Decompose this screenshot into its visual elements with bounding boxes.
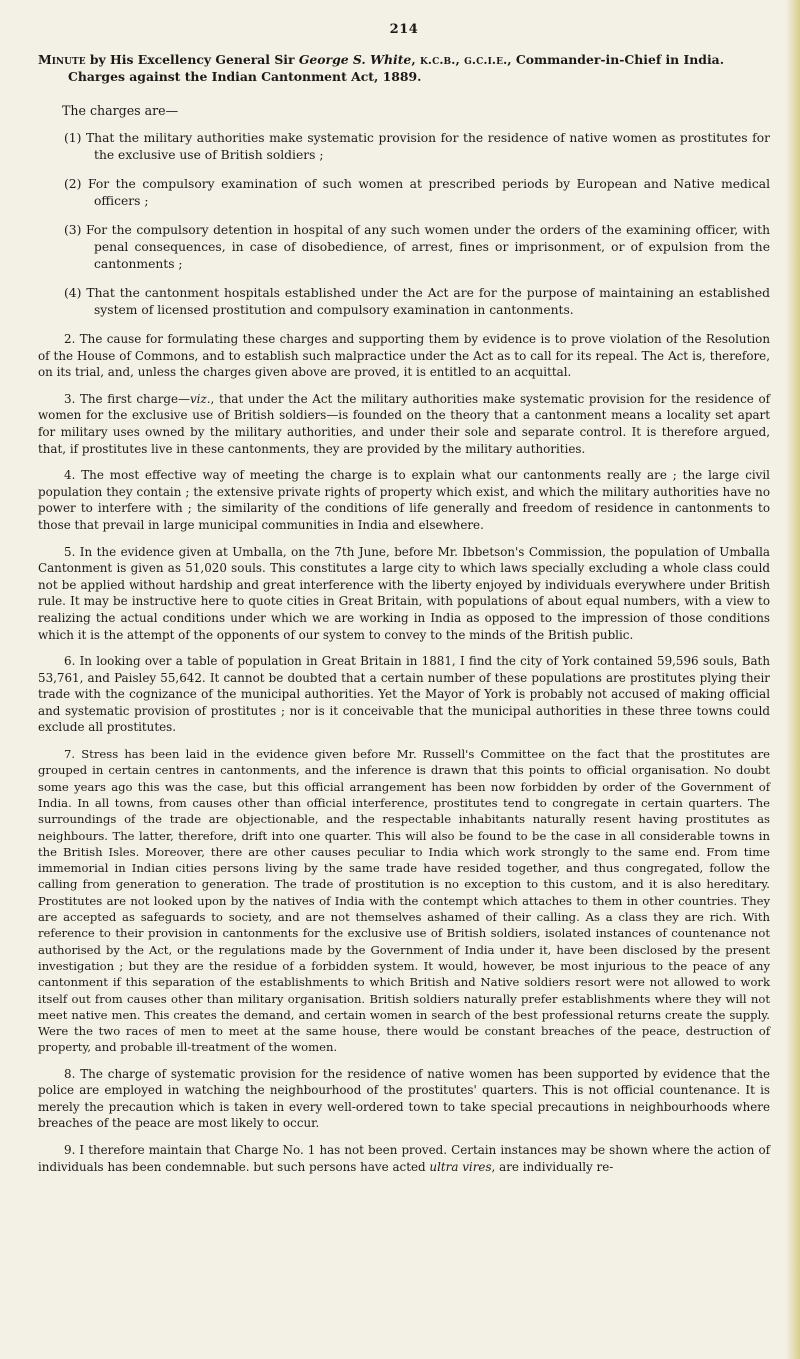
paragraph-3-rest: , that under the Act the military authorities make systematic provision for the residence of women for the exclusive use of British soldiers—is founded on the theory that a cantonment means a locality set apart for military uses owned by the military authorities, and under their sole and separate control. It is therefore argued, that, if prostitutes live in these cantonments, they are provided by the military authorities. (38, 391, 771, 456)
paragraph-9-start: 9. I therefore maintain that Charge No. 1 has not been proved. Certain instances may be shown where the action of individuals has been condemnable. but such persons have acted (38, 1143, 770, 1174)
paragraph-8: 8. The charge of systematic provision for the residence of native women has been supported by evidence that the police are employed in watching the neighbourhood of the prostitutes' quarters. This is not official countenance. It is merely the precaution which is taken in every well-ordered town to take special precautions in neighbourhoods where breaches of the peace are most likely to occur. (38, 1066, 770, 1131)
heading-minute: Minute (38, 52, 86, 67)
charge-number: (2) (64, 177, 82, 191)
charge-item (38, 222, 770, 273)
charge-text: That the military authorities make systematic provision for the residence of native women as prostitutes for the exclusive use of British soldiers ; (85, 131, 770, 162)
paragraph-9 (38, 1142, 770, 1175)
heading-by: by His Excellency General Sir (85, 52, 299, 67)
paragraph-3-viz: viz. (189, 391, 211, 406)
paragraph-7: 7. Stress has been laid in the evidence given before Mr. Russell's Committee on the fact that the prostitutes are grouped in certain centres in cantonments, and the inference is drawn that this points to official organisation. No doubt some years ago this was the case, but this official arrangement has been now forbidden by order of the Government of India. In all towns, from causes other than official interference, prostitutes tend to congregate in certain quarters. The surroundings of the trade are objectionable, and the respectable inhabitants naturally resent having prostitutes as neighbours. The latter, therefore, drift into one quarter. This will also be found to be the case in all considerable towns in the British Isles. Moreover, there are other causes peculiar to India which work strongly to the same end. From time immemorial in Indian cities persons living by the same trade have resided together, and thus congregated, follow the calling from generation to generation. The trade of prostitution is no exception to this custom, and it is also hereditary. Prostitutes are not looked upon by the natives of India with the contempt which attaches to them in other countries. They are accepted as safeguards to society, and are not themselves ashamed of their calling. As a class they are rich. With reference to their provision in cantonments for the exclusive use of British soldiers, isolated instances of countenance not authorised by the Act, or the regulations made by the Government of India under it, have been disclosed by the present investigation ; but they are the residue of a forbidden system. It would, however, be most injurious to the peace of any cantonment if this separation of the establishments to which British and Native soldiers resort were not allowed to work itself out from causes other than military organisation. British soldiers naturally prefer establishments where they will not meet native men. This creates the demand, and certain women in search of the best professional returns create the supply. Were the two races of men to meet at the same house, there would be constant breaches of the peace, destruction of property, and probable ill-treatment of the women. (38, 747, 770, 1055)
charges-list (38, 130, 770, 319)
charge-item (38, 130, 770, 164)
paragraph-3-start: 3. The first charge— (64, 391, 190, 406)
heading-name: George S. White (298, 52, 412, 67)
body-paragraphs (38, 331, 770, 1175)
heading-subtitle: Charges against the Indian Cantonment Act, 1889. (68, 69, 422, 84)
charge-text: That the cantonment hospitals established under the Act are for the purpose of maintaining an established system of licensed prostitution and compulsory examination in cantonments. (86, 286, 770, 317)
page-number: 214 (389, 22, 419, 37)
paragraph-5: 5. In the evidence given at Umballa, on the 7th June, before Mr. Ibbetson's Commission, the population of Umballa Cantonment is given as 51,020 souls. This constitutes a large city to which laws specially excluding a whole class could not be applied without hardship and great interference with the liberty enjoyed by individuals everywhere under British rule. It may be instructive here to quote cities in Great Britain, with populations of about equal numbers, with a view to realizing the actual conditions under which we are working in India as opposed to the impression of those conditions which it is the attempt of the opponents of our system to convey to the minds of the British public. (38, 544, 770, 642)
paragraph-2: 2. The cause for formulating these charges and supporting them by evidence is to prove violation of the Resolution of the House of Commons, and to establish such malpractice under the Act as to call for its repeal. The Act is, therefore, on its trial, and, unless the charges given above are proved, it is entitled to an acquittal. (38, 332, 770, 380)
paragraph-3 (38, 391, 770, 457)
charge-number: (3) (64, 223, 82, 237)
charge-number: (4) (64, 286, 82, 300)
paragraph-4: 4. The most effective way of meeting the charge is to explain what our cantonments really are ; the large civil population they contain ; the extensive private rights of property which exist, and which the military authorities have no power to interfere with ; the similarity of the conditions of life generally and freedom of residence in cantonments to those that prevail in large municipal communities in India and elsewhere. (38, 468, 770, 532)
charges-intro: The charges are— (62, 103, 179, 118)
paragraph-6: 6. In looking over a table of population in Great Britain in 1881, I find the city of York contained 59,596 souls, Bath 53,761, and Paisley 55,642. It cannot be doubted that a certain number of these populations are prostitutes plying their trade with the cognizance of the municipal authorities. Yet the Mayor of York is probably not accused of making official and systematic provision of prostitutes ; nor is it conceivable that the municipal authorities in these three towns could exclude all prostitutes. (38, 654, 770, 735)
charge-item (38, 285, 770, 319)
heading-office: Commander-in-Chief in India. (511, 52, 725, 67)
charge-text: For the compulsory examination of such women at prescribed periods by European and Native medical officers ; (87, 177, 770, 208)
charge-number: (1) (64, 131, 82, 145)
page-edge (786, 0, 800, 1359)
paragraph-9-ultra-vires: ultra vires (429, 1159, 492, 1174)
document-page (38, 0, 770, 1175)
charge-text: For the compulsory detention in hospital of any such women under the orders of the examining officer, with penal consequences, in case of disobedience, of arrest, fines or imprisonment, or of expulsion from the cantonments ; (85, 223, 770, 271)
paragraph-9-rest: , are individually re- (491, 1159, 614, 1174)
heading-honours: , k.c.b., g.c.i.e., (411, 52, 512, 67)
charge-item (38, 176, 770, 210)
document-heading (38, 51, 770, 85)
